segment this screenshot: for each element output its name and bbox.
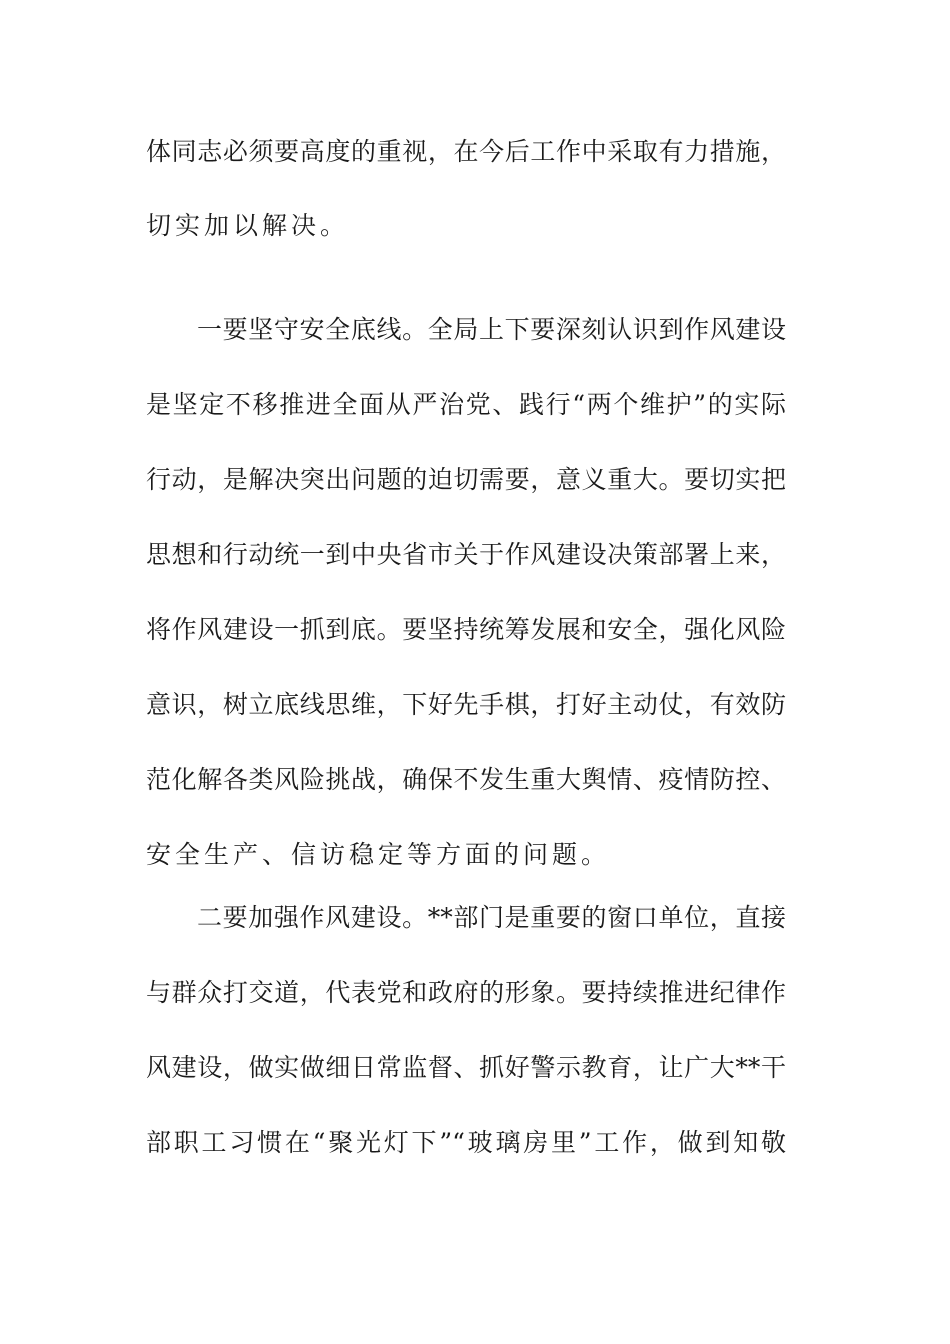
text-line: 是坚定不移推进全面从严治党、践行“两个维护”的实际 <box>146 390 786 419</box>
text-line: 体同志必须要高度的重视，在今后工作中采取有力措施， <box>146 137 786 166</box>
text-line: 与群众打交道，代表党和政府的形象。要持续推进纪律作 <box>146 978 786 1007</box>
paragraph-first-line: 二要加强作风建设。**部门是重要的窗口单位，直接 <box>197 903 786 932</box>
text-line: 范化解各类风险挑战，确保不发生重大舆情、疫情防控、 <box>146 765 786 794</box>
text-line: 安全生产、信访稳定等方面的问题。 <box>146 840 611 869</box>
text-line: 部职工习惯在“聚光灯下”“玻璃房里”工作，做到知敬 <box>146 1128 786 1157</box>
text-line: 行动，是解决突出问题的迫切需要，意义重大。要切实把 <box>146 465 786 494</box>
text-line: 切实加以解决。 <box>146 211 350 240</box>
text-line: 将作风建设一抓到底。要坚持统筹发展和安全，强化风险 <box>146 615 786 644</box>
text-line: 风建设，做实做细日常监督、抓好警示教育，让广大**干 <box>146 1053 786 1082</box>
paragraph-first-line: 一要坚守安全底线。全局上下要深刻认识到作风建设 <box>197 315 786 344</box>
text-line: 意识，树立底线思维，下好先手棋，打好主动仗，有效防 <box>146 690 786 719</box>
text-line: 思想和行动统一到中央省市关于作风建设决策部署上来， <box>146 540 786 569</box>
